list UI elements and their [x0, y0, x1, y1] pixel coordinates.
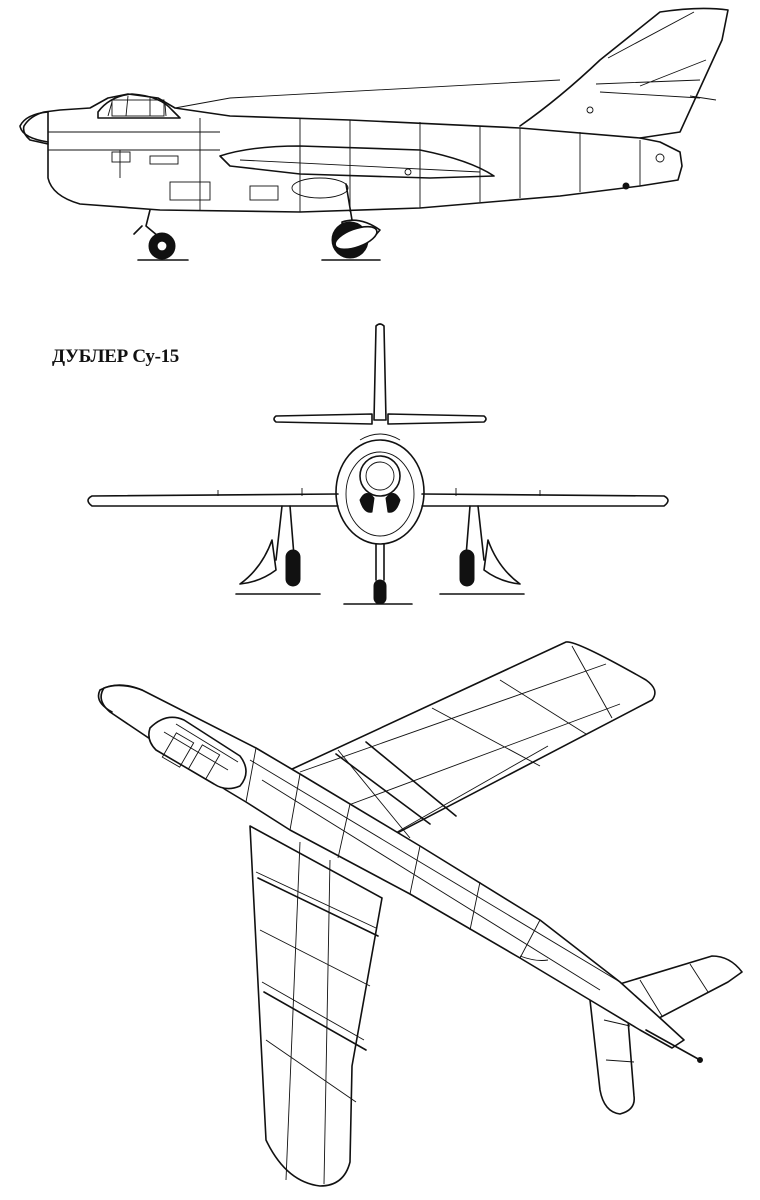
top-left-wing [250, 826, 382, 1186]
drawing-caption: ДУБЛЕР Су-15 [52, 346, 179, 367]
